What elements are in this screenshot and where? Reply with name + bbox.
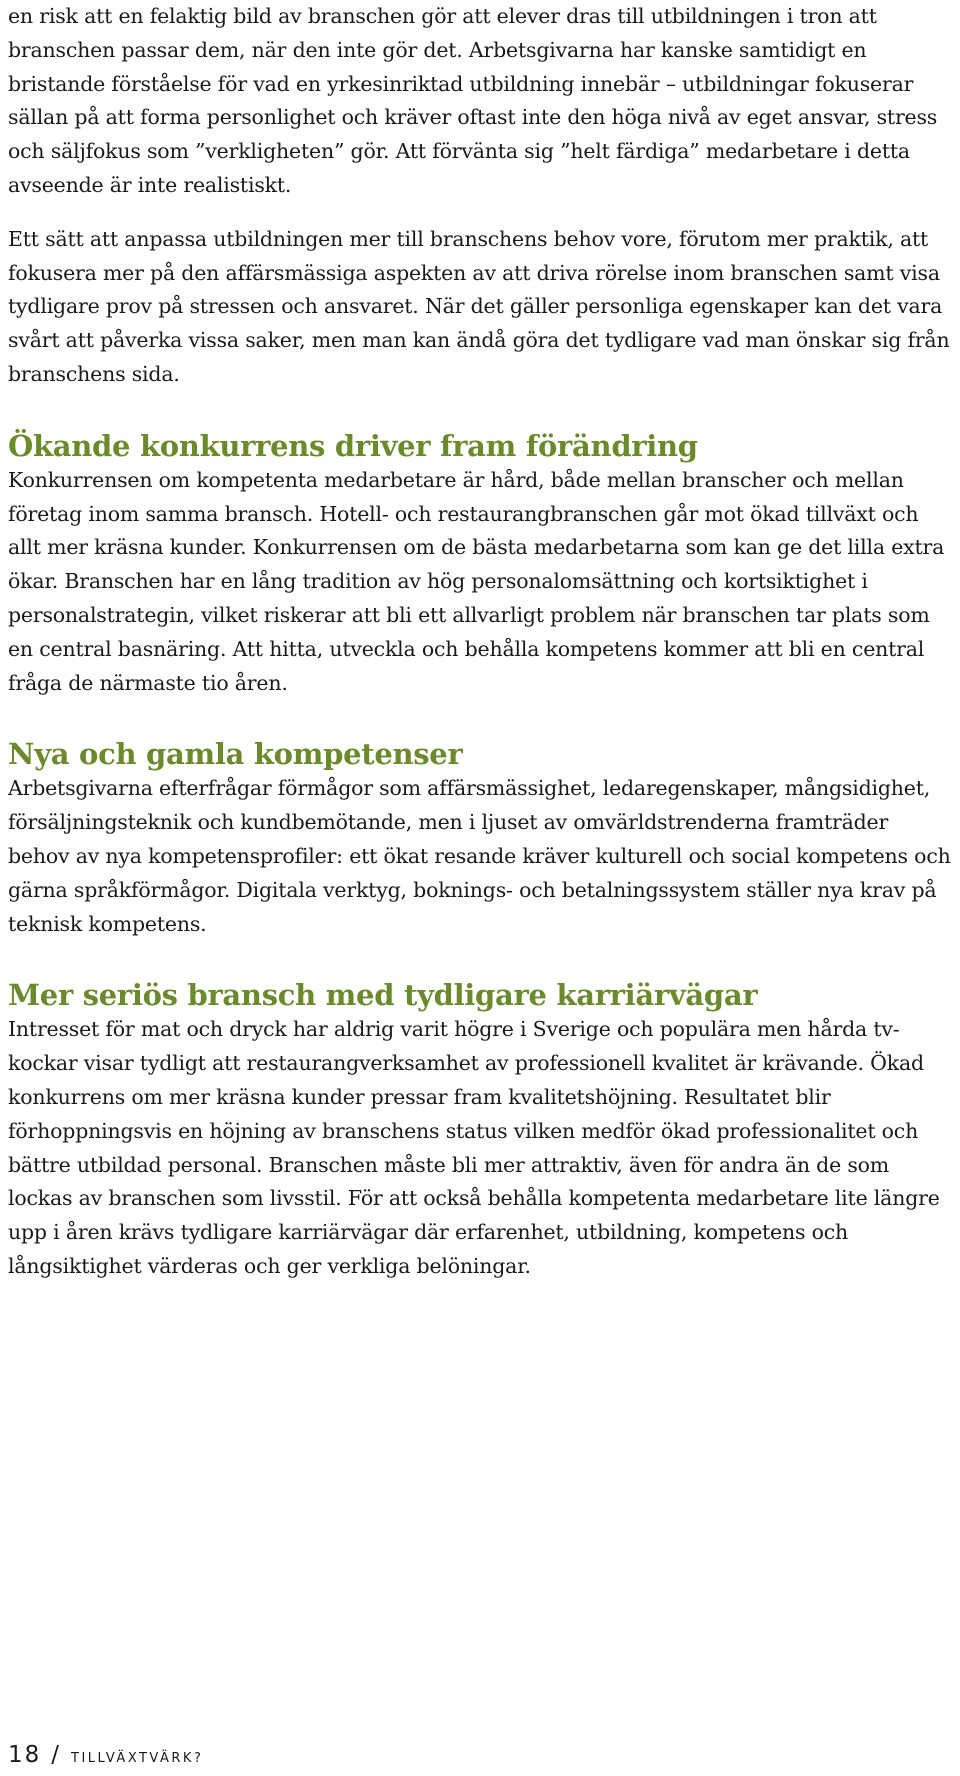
- section-heading: Ökande konkurrens driver fram förändring: [8, 428, 698, 463]
- page-number: 18: [8, 1742, 42, 1768]
- intro-paragraph-2: Ett sätt att anpassa utbildningen mer till branschens behov vore, förutom mer praktik, att fokusera mer på den affärsmässiga aspekten av att driva rörelse inom branschen samt visa tydligare prov på stressen och ansvaret. När det gäller personliga egenskaper kan det vara svårt att påverka vissa saker, men man kan ändå göra det tydligare vad man önskar sig från branschens sida.: [8, 226, 950, 386]
- section-paragraph: Intresset för mat och dryck har aldrig varit högre i Sverige och populära men hårda tv-kockar visar tydligt att restaurangverksamhet av professionell kvalitet är krävande. Ökad konkurrens om mer kräsna kunder pressar fram kvalitetshöjning. Resultatet blir förhoppningsvis en höjning av branschens status vilken medför ökad professionalitet och bättre utbildad personal. Branschen måste bli mer attraktiv, även för andra än de som lockas av branschen som livsstil. För att också behålla kompetenta medarbetare lite längre upp i åren krävs tydligare karriärvägar där erfarenhet, utbildning, kompetens och långsiktighet värderas och ger verkliga belöningar.: [8, 1017, 940, 1278]
- intro-paragraph-1: en risk att en felaktig bild av branschen gör att elever dras till utbildningen i tron att branschen passar dem, när den inte gör det. Arbetsgivarna har kanske samtidigt en bristande förståelse för vad en yrkesinriktad utbildning innebär – utbildningar fokuserar sällan på att forma personlighet och kräver oftast inte den höga nivå av eget ansvar, stress och säljfokus som ”verkligheten” gör. Att förvänta sig ”helt färdiga” medarbetare i detta avseende är inte realistiskt.: [8, 4, 938, 197]
- page-footer: [8, 1742, 203, 1772]
- section-heading: Mer seriös bransch med tydligare karriärvägar: [8, 978, 758, 1013]
- section-okande-konkurrens: [8, 428, 952, 701]
- section-paragraph: Arbetsgivarna efterfrågar förmågor som affärsmässighet, ledaregenskaper, mångsidighet, försäljningsteknik och kundbemötande, men i ljuset av omvärldstrenderna framträder behov av nya kompetensprofiler: ett ökat resande kräver kulturell och social kompetens och gärna språkförmågor. Digitala verktyg, boknings- och betalningssystem ställer nya krav på teknisk kompetens.: [8, 776, 951, 936]
- section-heading: Nya och gamla kompetenser: [8, 737, 463, 772]
- document-page: [8, 0, 952, 1284]
- section-mer-serios-bransch: [8, 977, 952, 1283]
- section-paragraph: Konkurrensen om kompetenta medarbetare är hård, både mellan branscher och mellan företag inom samma bransch. Hotell- och restaurangbranschen går mot ökad tillväxt och allt mer kräsna kunder. Konkurrensen om de bästa medarbetarna som kan ge det lilla extra ökar. Branschen har en lång tradition av hög personalomsättning och kortsiktighet i personalstrategin, vilket riskerar att bli ett allvarligt problem när branschen tar plats som en central basnäring. Att hitta, utveckla och behålla kompetens kommer att bli en central fråga de närmaste tio åren.: [8, 467, 945, 695]
- publication-title: TILLVÄXTVÄRK?: [71, 1751, 204, 1766]
- footer-separator: /: [51, 1742, 60, 1768]
- section-nya-och-gamla-kompetenser: [8, 736, 952, 941]
